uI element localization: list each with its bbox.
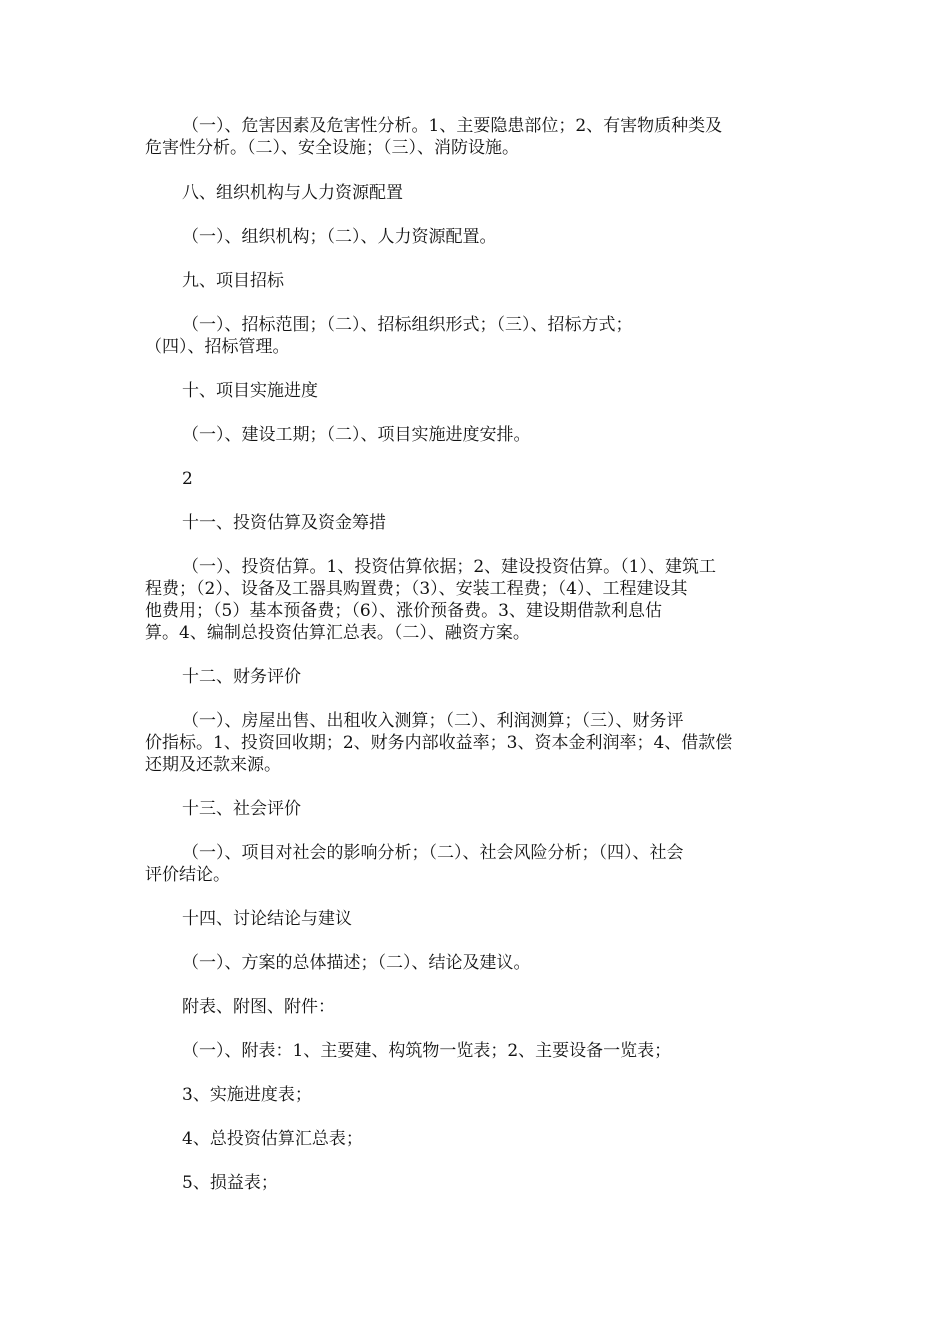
text-line: 八、组织机构与人力资源配置 — [182, 183, 403, 203]
text-line: 九、项目招标 — [182, 271, 284, 291]
heading-appendix — [145, 996, 810, 1018]
heading-section-13 — [145, 798, 810, 820]
text-line: （一）、组织机构；（二）、人力资源配置。 — [182, 227, 497, 247]
text-line: （一）、房屋出售、出租收入测算；（二）、利润测算；（三）、财务评 — [182, 711, 684, 731]
paragraph-appendix-tables — [145, 1040, 810, 1062]
text-line: 5、损益表； — [182, 1173, 278, 1193]
text-line: （一）、附表：1、主要建、构筑物一览表；2、主要设备一览表； — [182, 1041, 672, 1061]
paragraph-financial-evaluation — [145, 710, 810, 776]
heading-section-12 — [145, 666, 810, 688]
paragraph-investment-estimate — [145, 556, 810, 644]
text-line: 附表、附图、附件： — [182, 997, 335, 1017]
heading-section-11 — [145, 512, 810, 534]
text-line: （一）、投资估算。1、投资估算依据；2、建设投资估算。（1）、建筑工 — [182, 557, 716, 577]
text-line: （一）、建设工期；（二）、项目实施进度安排。 — [182, 425, 531, 445]
heading-section-14 — [145, 908, 810, 930]
text-line: （一）、项目对社会的影响分析；（二）、社会风险分析；（四）、社会 — [182, 843, 684, 863]
list-item-income-statement — [145, 1172, 810, 1194]
text-line: 3、实施进度表； — [182, 1085, 312, 1105]
text-line: （一）、方案的总体描述；（二）、结论及建议。 — [182, 953, 531, 973]
text-line: 十四、讨论结论与建议 — [182, 909, 352, 929]
text-line: 还期及还款来源。 — [145, 755, 281, 775]
text-line: 程费；（2）、设备及工器具购置费；（3）、安装工程费；（4）、工程建设其 — [145, 579, 688, 599]
text-line: 算。4、编制总投资估算汇总表。（二）、融资方案。 — [145, 623, 530, 643]
text-line: 2 — [182, 469, 193, 489]
paragraph-conclusion — [145, 952, 810, 974]
paragraph-bidding — [145, 314, 810, 358]
text-line: 危害性分析。（二）、安全设施；（三）、消防设施。 — [145, 138, 519, 158]
text-line: 十、项目实施进度 — [182, 381, 318, 401]
list-item-schedule-table — [145, 1084, 810, 1106]
paragraph-organization — [145, 226, 810, 248]
text-line: （一）、招标范围；（二）、招标组织形式；（三）、招标方式； — [182, 315, 633, 335]
text-line: 十二、财务评价 — [182, 667, 301, 687]
text-line: （四）、招标管理。 — [145, 337, 290, 357]
text-line: （一）、危害因素及危害性分析。1、主要隐患部位；2、有害物质种类及 — [182, 116, 723, 136]
list-item-investment-summary — [145, 1128, 810, 1150]
heading-section-8 — [145, 182, 810, 204]
text-line: 他费用；（5）基本预备费；（6）、涨价预备费。3、建设期借款利息估 — [145, 601, 662, 621]
heading-section-9 — [145, 270, 810, 292]
text-line: 评价结论。 — [145, 865, 230, 885]
text-line: 价指标。1、投资回收期；2、财务内部收益率；3、资本金利润率；4、借款偿 — [145, 733, 733, 753]
paragraph-hazard-analysis — [145, 115, 810, 159]
page-number — [145, 468, 810, 490]
text-line: 十三、社会评价 — [182, 799, 301, 819]
text-line: 4、总投资估算汇总表； — [182, 1129, 363, 1149]
heading-section-10 — [145, 380, 810, 402]
paragraph-schedule — [145, 424, 810, 446]
paragraph-social-evaluation — [145, 842, 810, 886]
text-line: 十一、投资估算及资金筹措 — [182, 513, 386, 533]
